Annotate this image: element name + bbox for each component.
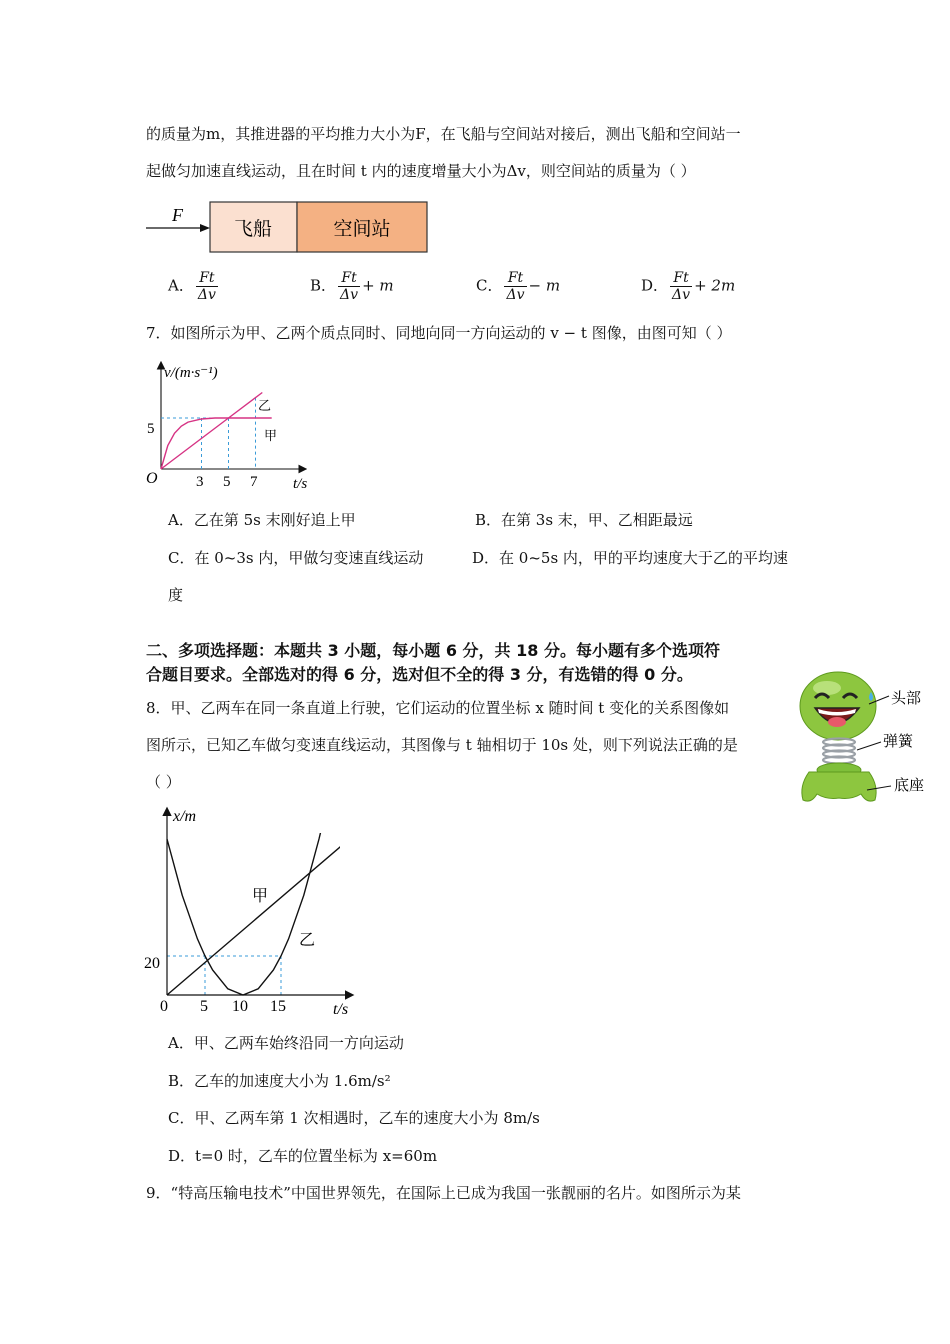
q6-d-fraction: $\frac{Ft}{\Delta v}$ xyxy=(672,270,691,303)
q7-x-label: t/s xyxy=(293,476,308,492)
q6-option-a[interactable]: A． $\frac{Ft}{\Delta v}$ xyxy=(168,270,216,303)
section-2-heading-line-2: 合题目要求。全部选对的得 6 分，选对但不全的得 3 分，有选错的得 0 分。 xyxy=(146,665,693,684)
q9-line-1: 9．“特高压输电技术”中国世界领先，在国际上已成为我国一张靓丽的名片。如图所示为某 xyxy=(146,1184,741,1202)
q8-line-1: 8．甲、乙两车在同一条直道上行驶，它们运动的位置坐标 x 随时间 t 变化的关系图像如 xyxy=(146,699,730,717)
q6-option-d[interactable]: D． $\frac{Ft}{\Delta v}$ + 2m xyxy=(641,270,736,303)
force-arrowhead xyxy=(200,224,210,232)
q7-option-a[interactable]: A．乙在第 5s 末刚好追上甲 xyxy=(168,511,356,529)
q8-option-b[interactable]: B．乙车的加速度大小为 1.6m/s² xyxy=(168,1072,391,1090)
q7-vt-chart xyxy=(140,357,330,495)
q8-xtick-5: 5 xyxy=(200,998,208,1015)
q7-y-label: v/(m·s⁻¹) xyxy=(164,365,218,381)
q6-option-c[interactable]: C． $\frac{Ft}{\Delta v}$ − m xyxy=(476,270,561,303)
q6-line-2: 起做匀加速直线运动，且在时间 t 内的速度增量大小为Δv，则空间站的质量为（ ） xyxy=(146,162,696,180)
q8-series-label-yi: 乙 xyxy=(299,932,316,949)
q6-a-fraction: $\frac{Ft}{\Delta v}$ xyxy=(197,270,216,303)
q7-xtick-5: 5 xyxy=(223,474,231,490)
q6-diagram xyxy=(140,196,440,256)
space-station-label: 空间站 xyxy=(333,219,391,240)
toy-label-spring: 弹簧 xyxy=(883,734,914,750)
q8-y-label: x/m xyxy=(173,808,197,825)
spring-toy-figure xyxy=(795,668,945,808)
q7-stem: 7．如图所示为甲、乙两个质点同时、同地向同一方向运动的 v − t 图像，由图可知（ ） xyxy=(146,324,732,342)
q7-origin: O xyxy=(146,470,158,487)
q8-xt-chart xyxy=(140,803,370,1018)
q8-ytick: 20 xyxy=(144,955,160,972)
q7-option-d[interactable]: D．在 0~5s 内，甲的平均速度大于乙的平均速 xyxy=(472,549,788,567)
q8-xtick-10: 10 xyxy=(232,998,248,1015)
q7-ytick: 5 xyxy=(147,421,155,437)
q8-x-label: t/s xyxy=(333,1001,349,1018)
q8-origin: 0 xyxy=(160,998,168,1015)
q7-series-jia-line xyxy=(161,418,272,469)
q6-b-fraction: $\frac{Ft}{\Delta v}$ xyxy=(340,270,359,303)
q8-xtick-15: 15 xyxy=(270,998,286,1015)
q8-series-jia-line xyxy=(167,839,349,995)
q8-line-3: （ ） xyxy=(146,773,181,791)
q7-option-b[interactable]: B．在第 3s 末，甲、乙相距最远 xyxy=(475,511,693,529)
toy-spring xyxy=(823,739,855,764)
q7-option-d-continued: 度 xyxy=(168,586,184,604)
q6-line-1: 的质量为m，其推进器的平均推力大小为F，在飞船与空间站对接后，测出飞船和空间站一 xyxy=(146,125,741,143)
spaceship-label: 飞船 xyxy=(233,219,273,240)
q8-series-label-jia: 甲 xyxy=(252,888,269,905)
q8-option-d[interactable]: D．t=0 时，乙车的位置坐标为 x=60m xyxy=(168,1147,438,1165)
q7-xtick-7: 7 xyxy=(250,474,258,490)
toy-base-body xyxy=(802,772,876,801)
q8-line-2: 图所示，已知乙车做匀变速直线运动，其图像与 t 轴相切于 10s 处，则下列说法正确的是 xyxy=(146,736,738,754)
toy-leader-spring xyxy=(857,742,881,750)
q7-series-label-yi: 乙 xyxy=(258,398,272,413)
toy-head xyxy=(800,672,876,740)
section-2-heading-line-1: 二、多项选择题：本题共 3 小题，每小题 6 分，共 18 分。每小题有多个选项符 xyxy=(146,641,720,660)
force-label: F xyxy=(172,205,183,225)
q8-guide-lines xyxy=(167,956,281,995)
q6-c-fraction: $\frac{Ft}{\Delta v}$ xyxy=(506,270,525,303)
q7-option-c[interactable]: C．在 0~3s 内，甲做匀变速直线运动 xyxy=(168,549,424,567)
toy-label-base: 底座 xyxy=(894,778,925,794)
q8-option-a[interactable]: A．甲、乙两车始终沿同一方向运动 xyxy=(168,1034,404,1052)
q8-option-c[interactable]: C．甲、乙两车第 1 次相遇时，乙车的速度大小为 8m/s xyxy=(168,1109,540,1127)
toy-tongue xyxy=(828,717,846,727)
q7-series-label-jia: 甲 xyxy=(264,428,278,443)
toy-label-head: 头部 xyxy=(891,691,922,707)
q7-xtick-3: 3 xyxy=(196,474,204,490)
q6-option-b[interactable]: B． $\frac{Ft}{\Delta v}$ + m xyxy=(310,270,394,303)
toy-head-highlight xyxy=(813,681,841,695)
